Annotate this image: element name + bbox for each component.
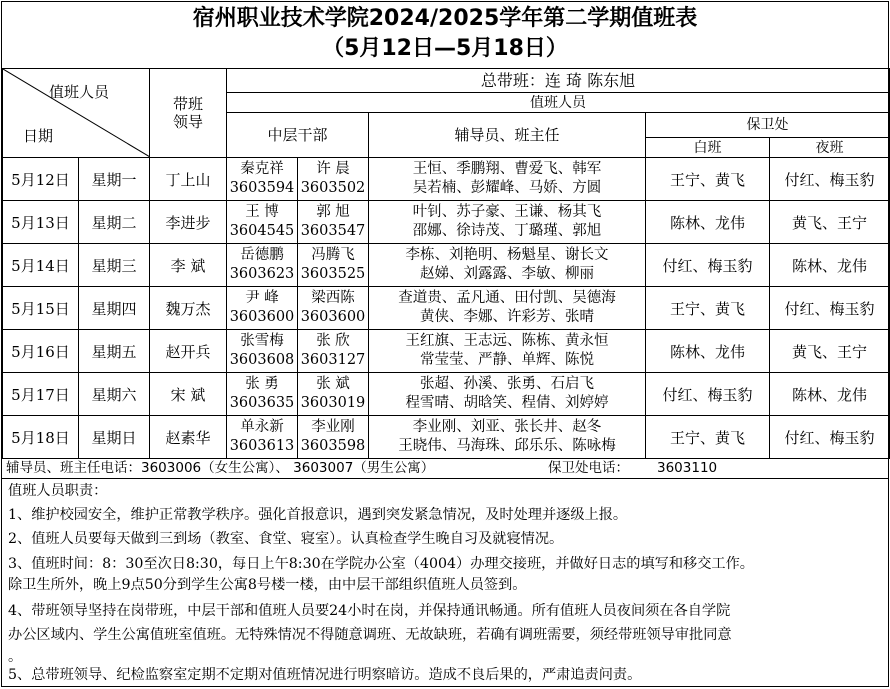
- date-cell: 5月15日: [3, 287, 79, 330]
- duty-item-4b: 办公区域内、学生公寓值班室值班。无特殊情况不得随意调班、无故缺班，若确有调班需要，须经带班领导审批同意: [8, 627, 732, 643]
- mid2-cell: 郭 旭 3603547: [298, 201, 369, 244]
- day-shift-cell: 王宁、黄飞: [646, 416, 770, 459]
- mid2-cell: 梁西陈 3603600: [298, 287, 369, 330]
- night-shift-header: 夜班: [770, 138, 890, 158]
- weekday-cell: 星期五: [79, 330, 150, 373]
- night-shift-cell: 陈林、龙伟: [770, 244, 890, 287]
- table-row: [3, 244, 890, 287]
- diag-label-date: 日期: [23, 127, 54, 145]
- counselor-cell: 张超、孙溪、张勇、石启飞 程雪晴、胡晗笑、程倩、刘婷婷: [369, 373, 646, 416]
- general-leader-header: 总带班：连 琦 陈东旭: [227, 69, 890, 93]
- leader-cell: 李进步: [150, 201, 227, 244]
- table-row: [3, 373, 890, 416]
- document-title: [2, 4, 888, 64]
- night-shift-cell: 陈林、龙伟: [770, 373, 890, 416]
- weekday-cell: 星期六: [79, 373, 150, 416]
- leader-header: 带班 领导: [150, 69, 227, 158]
- day-shift-cell: 付红、梅玉豹: [646, 244, 770, 287]
- duties-heading: 值班人员职责：: [8, 483, 108, 499]
- weekday-cell: 星期二: [79, 201, 150, 244]
- mid2-cell: 张 欣 3603127: [298, 330, 369, 373]
- date-cell: 5月16日: [3, 330, 79, 373]
- title-line-2: （5月12日—5月18日）: [322, 36, 568, 61]
- mid1-cell: 岳德鹏 3603623: [227, 244, 298, 287]
- night-shift-cell: 付红、梅玉豹: [770, 287, 890, 330]
- duty-item-4c: 。: [8, 649, 23, 665]
- table-row: [3, 201, 890, 244]
- leader-cell: 丁上山: [150, 158, 227, 201]
- diag-label-staff: 值班人员: [49, 83, 110, 101]
- mid1-cell: 张 勇 3603635: [227, 373, 298, 416]
- security-header: 保卫处: [646, 113, 890, 138]
- counselor-header: 辅导员、班主任: [369, 113, 646, 158]
- diagonal-header-cell: [3, 69, 150, 158]
- mid2-cell: 李业刚 3603598: [298, 416, 369, 459]
- duty-staff-header: 值班人员: [227, 93, 890, 113]
- roster-table: [2, 68, 890, 459]
- mid1-cell: 单永新 3603613: [227, 416, 298, 459]
- mid2-cell: 冯腾飞 3603525: [298, 244, 369, 287]
- weekday-cell: 星期一: [79, 158, 150, 201]
- mid-level-header: 中层干部: [227, 113, 369, 158]
- title-line-1: 宿州职业技术学院2024/2025学年第二学期值班表: [192, 6, 698, 31]
- weekday-cell: 星期三: [79, 244, 150, 287]
- counselor-cell: 王红旗、王志远、陈栋、黄永恒 常莹莹、严静、单辉、陈悦: [369, 330, 646, 373]
- mid1-cell: 秦克祥 3603594: [227, 158, 298, 201]
- date-cell: 5月18日: [3, 416, 79, 459]
- mid2-cell: 许 晨 3603502: [298, 158, 369, 201]
- date-cell: 5月17日: [3, 373, 79, 416]
- security-phone: 3603110: [657, 460, 718, 476]
- day-shift-cell: 付红、梅玉豹: [646, 373, 770, 416]
- weekday-cell: 星期日: [79, 416, 150, 459]
- night-shift-cell: 黄飞、王宁: [770, 330, 890, 373]
- date-cell: 5月14日: [3, 244, 79, 287]
- day-shift-cell: 陈林、龙伟: [646, 201, 770, 244]
- mid2-cell: 张 斌 3603019: [298, 373, 369, 416]
- duty-roster-sheet: [1, 1, 889, 687]
- day-shift-cell: 陈林、龙伟: [646, 330, 770, 373]
- mid1-cell: 王 博 3604545: [227, 201, 298, 244]
- duty-item-2: 2、值班人员要每天做到三到场（教室、食堂、寝室）。认真检查学生晚自习及就寝情况。: [8, 531, 564, 547]
- contact-phones-line: [2, 458, 889, 479]
- weekday-cell: 星期四: [79, 287, 150, 330]
- table-row: [3, 287, 890, 330]
- duty-item-4a: 4、带班领导坚持在岗带班，中层干部和值班人员要24小时在岗，并保持通讯畅通。所有值班人员夜间须在各自学院: [8, 603, 731, 619]
- security-phone-label: 保卫处电话：: [548, 460, 629, 476]
- leader-cell: 李 斌: [150, 244, 227, 287]
- table-row: [3, 330, 890, 373]
- leader-cell: 宋 斌: [150, 373, 227, 416]
- table-row: [3, 158, 890, 201]
- mid1-cell: 尹 峰 3603600: [227, 287, 298, 330]
- date-cell: 5月13日: [3, 201, 79, 244]
- day-shift-header: 白班: [646, 138, 770, 158]
- counselor-cell: 李业刚、刘亚、张长井、赵冬 王晓伟、马海珠、邱乐乐、陈咏梅: [369, 416, 646, 459]
- duty-item-1: 1、维护校园安全，维护正常教学秩序。强化首报意识，遇到突发紧急情况，及时处理并逐级上报。: [8, 507, 628, 523]
- mid1-cell: 张雪梅 3603608: [227, 330, 298, 373]
- leader-cell: 赵素华: [150, 416, 227, 459]
- day-shift-cell: 王宁、黄飞: [646, 287, 770, 330]
- counselor-cell: 叶钊、苏子豪、王谦、杨其飞 邵娜、徐诗茂、丁璐瑾、郭旭: [369, 201, 646, 244]
- night-shift-cell: 付红、梅玉豹: [770, 416, 890, 459]
- date-cell: 5月12日: [3, 158, 79, 201]
- duty-item-5: 5、总带班领导、纪检监察室定期不定期对值班情况进行明察暗访。造成不良后果的，严肃追责问责。: [8, 667, 642, 683]
- counselor-phones: 辅导员、班主任电话：3603006（女生公寓）、 3603007（男生公寓）: [6, 460, 435, 476]
- duty-item-3b: 除卫生所外，晚上9点50分到学生公寓8号楼一楼，由中层干部组织值班人员签到。: [8, 577, 527, 593]
- table-row: [3, 416, 890, 459]
- night-shift-cell: 付红、梅玉豹: [770, 158, 890, 201]
- counselor-cell: 王恒、季鹏翔、曹爱飞、韩军 吴若楠、彭耀峰、马娇、方圆: [369, 158, 646, 201]
- leader-cell: 赵开兵: [150, 330, 227, 373]
- duty-item-3a: 3、值班时间：8：30至次日8:30，每日上午8:30在学院办公室（4004）办理交接班，并做好日志的填写和移交工作。: [8, 556, 754, 572]
- leader-cell: 魏万杰: [150, 287, 227, 330]
- day-shift-cell: 王宁、黄飞: [646, 158, 770, 201]
- counselor-cell: 查道贵、孟凡通、田付凯、吴德海 黄侠、李娜、许彩芳、张晴: [369, 287, 646, 330]
- night-shift-cell: 黄飞、王宁: [770, 201, 890, 244]
- counselor-cell: 李栋、刘艳明、杨魁星、谢长文 赵娣、刘露露、李敏、柳丽: [369, 244, 646, 287]
